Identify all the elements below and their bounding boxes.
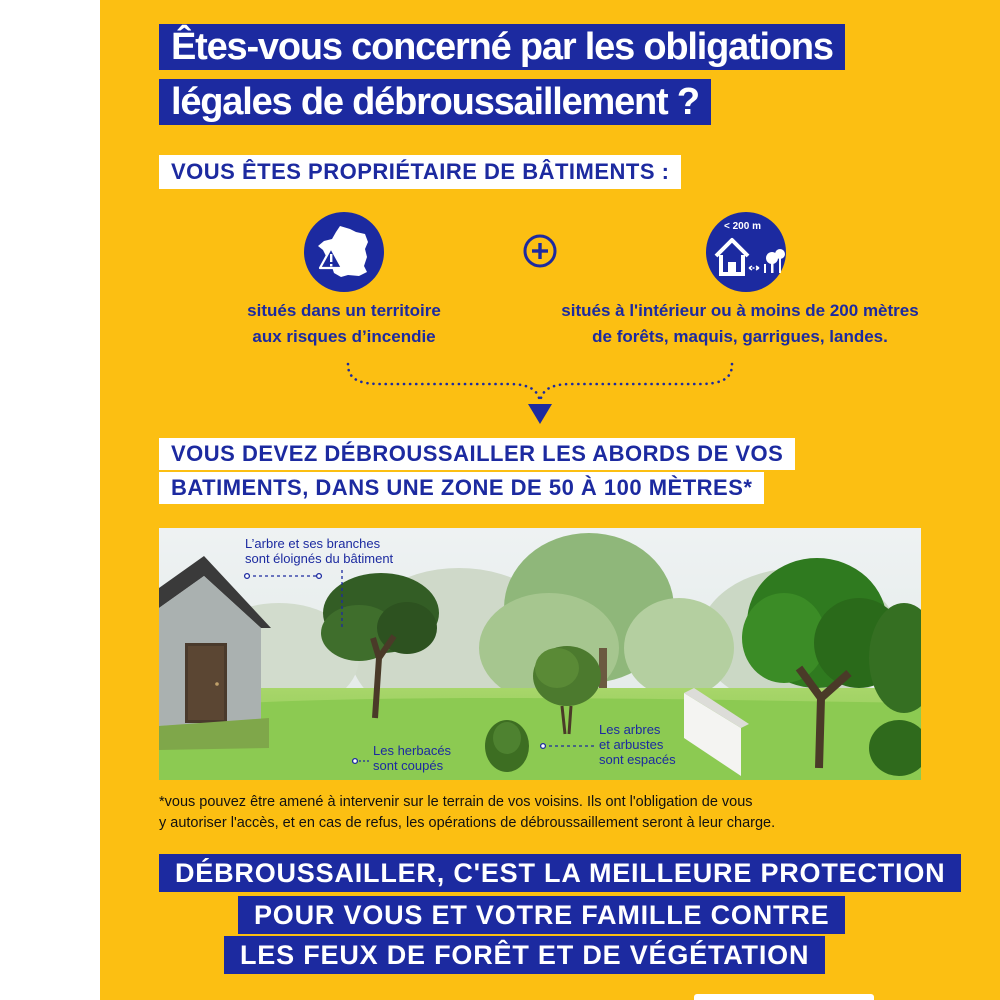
plus-icon: [523, 234, 557, 268]
condition-fire-risk-line-2: aux risques d’incendie: [252, 327, 436, 346]
label-trees-spaced-line-2: et arbustes: [599, 737, 664, 752]
label-trees-spaced-line-1: Les arbres: [599, 722, 661, 737]
footnote: [159, 792, 919, 834]
label-trees-spaced-line-3: sont espacés: [599, 752, 676, 767]
conclusion-line-1: DÉBROUSSAILLER, C'EST LA MEILLEURE PROTECTION: [159, 854, 961, 892]
title-line-2: légales de débroussaillement ?: [159, 79, 711, 125]
title-line-1: Êtes-vous concerné par les obligations: [159, 24, 845, 70]
condition-fire-risk-line-1: situés dans un territoire: [247, 301, 441, 320]
condition-forest-distance-line-1: situés à l'intérieur ou à moins de 200 mètres: [561, 301, 919, 320]
must-clear-line-2: BATIMENTS, DANS UNE ZONE DE 50 À 100 MÈTRES*: [159, 472, 764, 504]
conclusion-line-3: LES FEUX DE FORÊT ET DE VÉGÉTATION: [224, 936, 825, 974]
label-tree-distance-line-2: sont éloignés du bâtiment: [245, 551, 394, 566]
house-distance-icon: [706, 212, 786, 292]
france-warning-icon: [304, 212, 384, 292]
footnote-line-1: *vous pouvez être amené à intervenir sur le terrain de vos voisins. Ils ont l'obligation de vous: [159, 794, 753, 810]
condition-forest-distance: [510, 298, 970, 350]
subtitle: VOUS ÊTES PROPRIÉTAIRE DE BÂTIMENTS :: [159, 155, 681, 189]
conclusion-line-2: POUR VOUS ET VOTRE FAMILLE CONTRE: [238, 896, 845, 934]
brush-clearing-illustration: [159, 528, 921, 780]
footnote-line-2: y autoriser l'accès, et en cas de refus, les opérations de débroussaillement seront à leur charge.: [159, 815, 776, 831]
label-tree-distance-line-1: L’arbre et ses branches: [245, 536, 381, 551]
bottom-white-strip: [694, 994, 874, 1000]
condition-forest-distance-line-2: de forêts, maquis, garrigues, landes.: [592, 327, 888, 346]
poster: [100, 0, 1000, 1000]
label-herbaceous-cut-line-1: Les herbacés: [373, 743, 452, 758]
label-tree-distance: [245, 536, 393, 566]
must-clear-line-1: VOUS DEVEZ DÉBROUSSAILLER LES ABORDS DE VOS: [159, 438, 795, 470]
dotted-connector: [340, 360, 750, 430]
label-herbaceous-cut: [373, 743, 451, 773]
label-trees-spaced: [599, 722, 676, 767]
condition-fire-risk: [204, 298, 484, 350]
label-herbaceous-cut-line-2: sont coupés: [373, 758, 444, 773]
distance-badge: < 200 m: [724, 221, 761, 232]
